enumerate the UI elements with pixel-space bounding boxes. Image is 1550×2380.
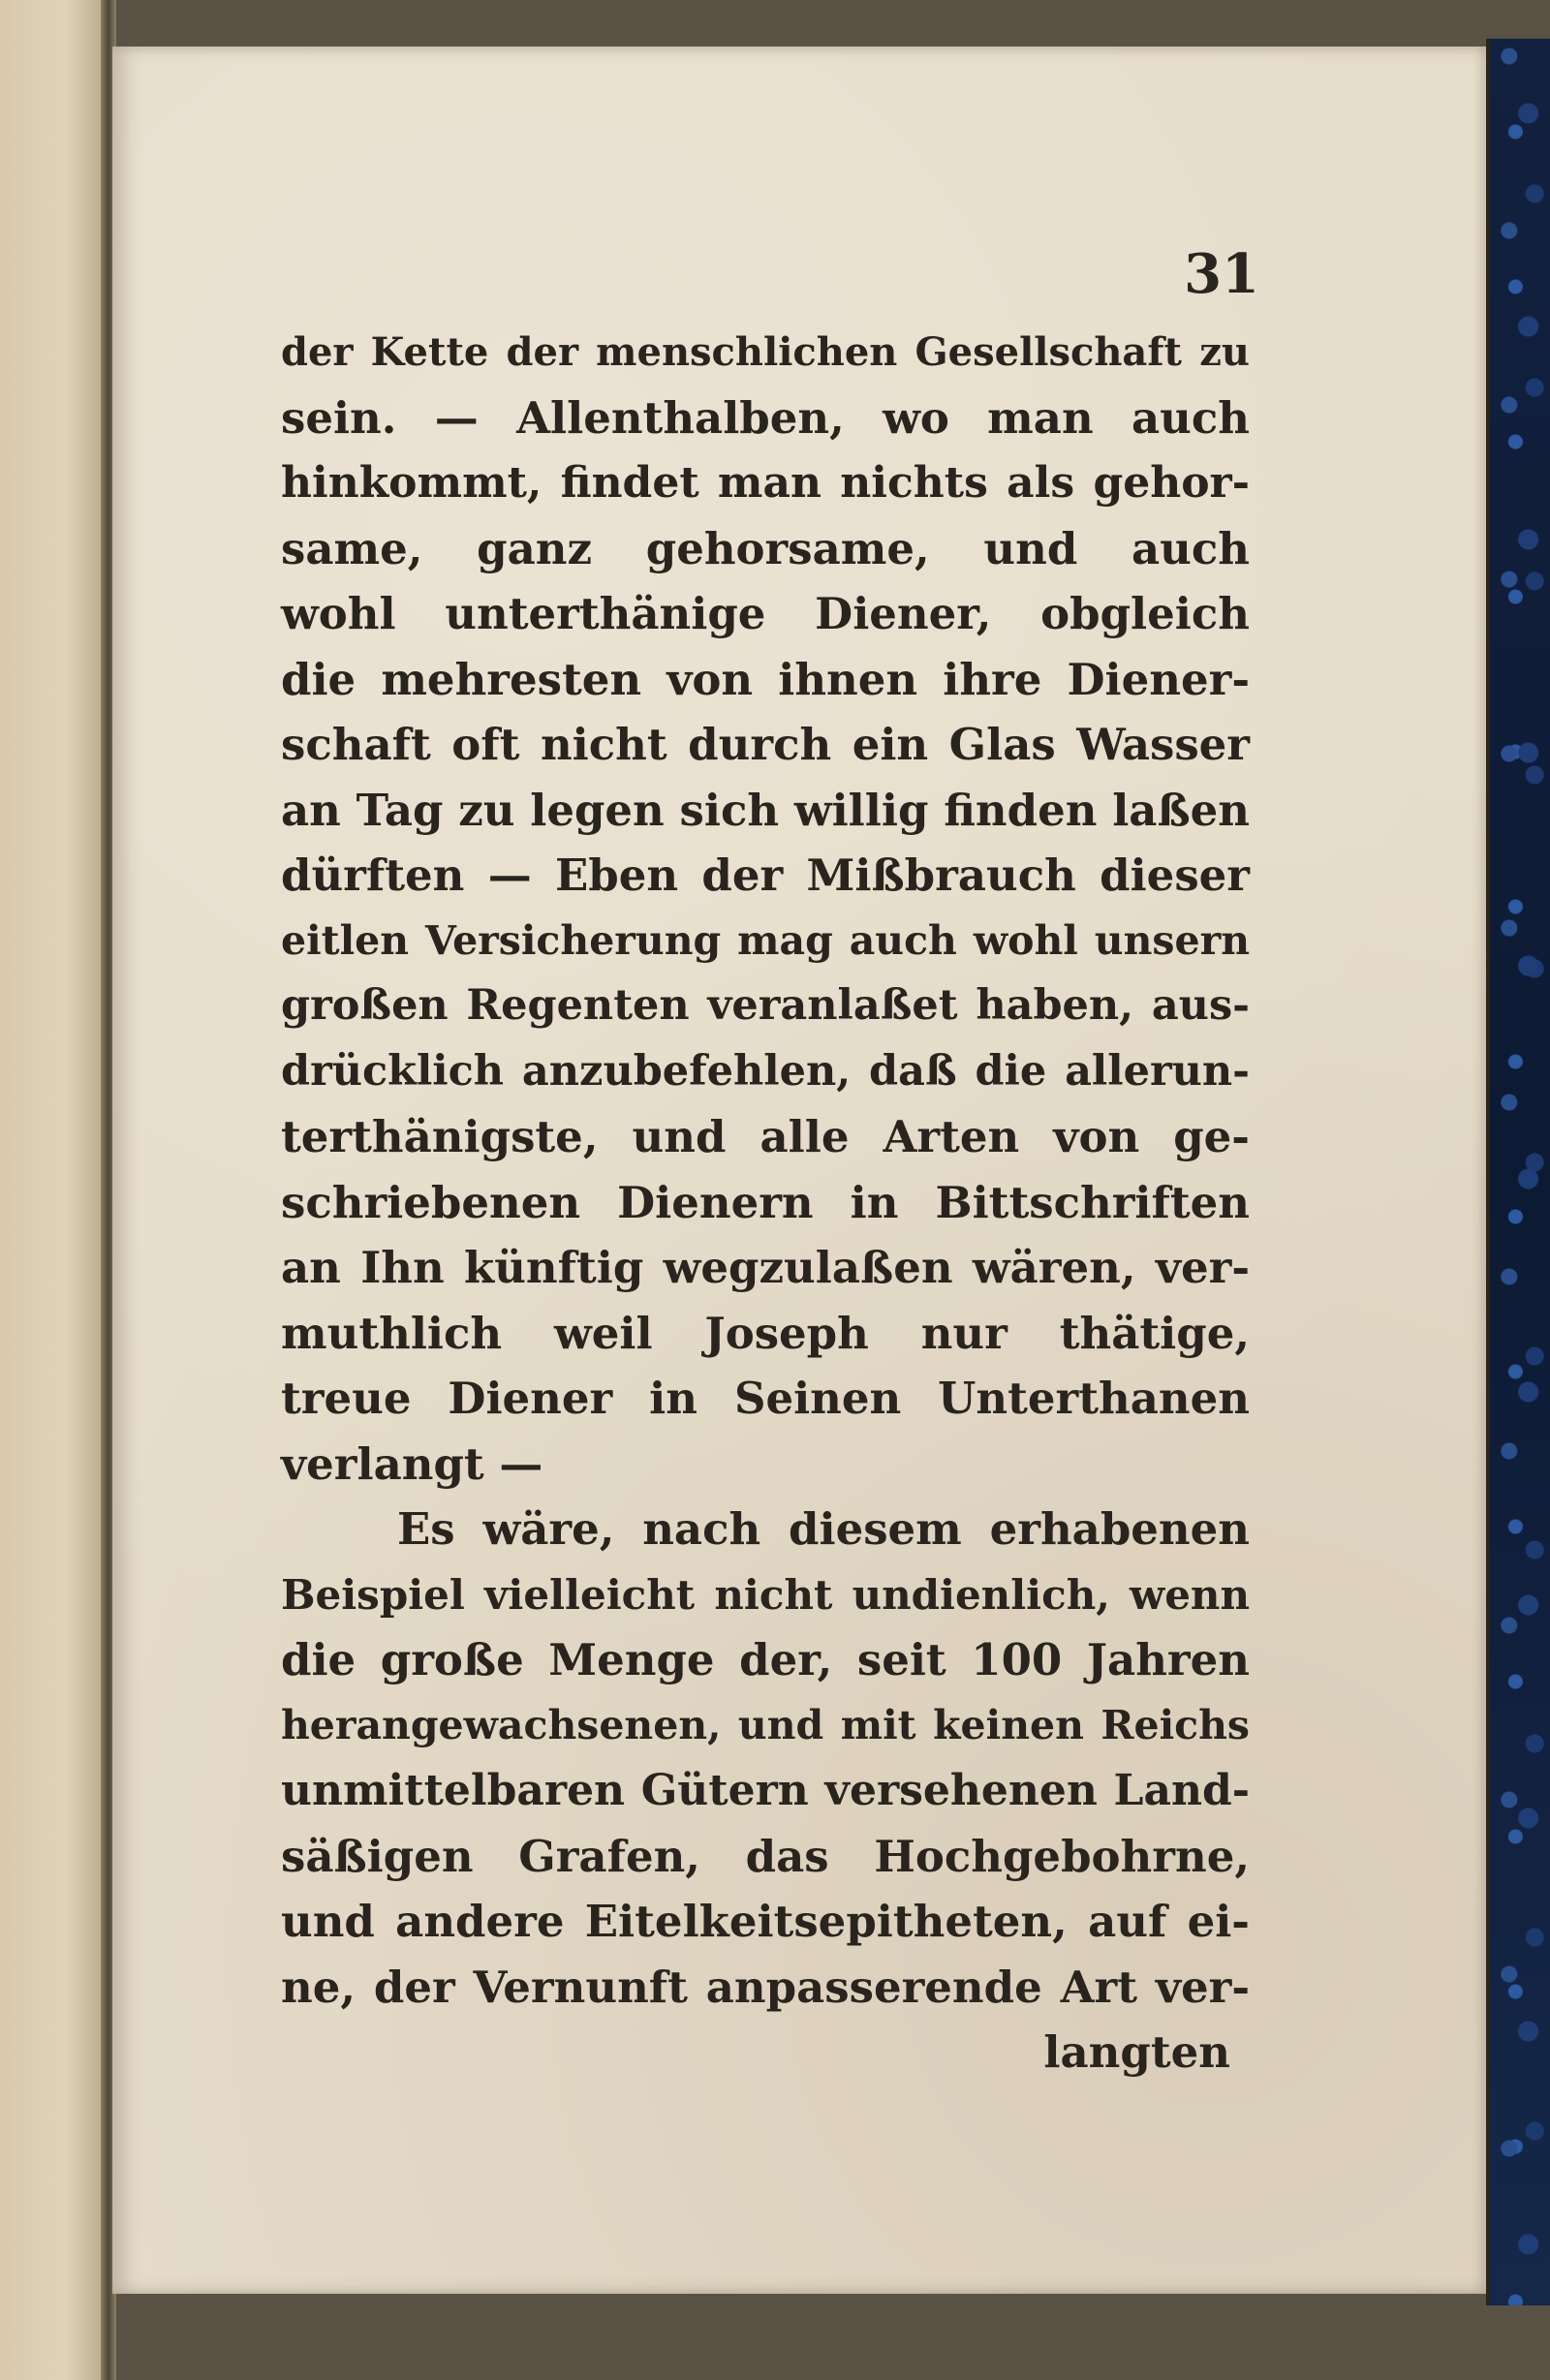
text-line: treue Diener in Seinen Unterthanen bbox=[281, 1373, 1250, 1424]
text-line: an Tag zu legen sich willig finden laßen bbox=[281, 784, 1250, 836]
text-line: muthlich weil Joseph nur thätige, bbox=[281, 1307, 1250, 1359]
text-line: drücklich anzubefehlen, daß die allerun- bbox=[281, 1046, 1250, 1096]
text-line: die große Menge der, seit 100 Jahren bbox=[281, 1634, 1250, 1685]
text-line: hinkommt, findet man nichts als gehor- bbox=[281, 458, 1250, 508]
paragraph-start-line: Es wäre, nach diesem erhabenen bbox=[397, 1503, 1250, 1555]
text-line: Beispiel vielleicht nicht undienlich, wenn bbox=[281, 1570, 1250, 1619]
text-line: dürften — Eben der Mißbrauch dieser bbox=[281, 850, 1250, 901]
catchword: langten bbox=[1043, 2026, 1230, 2078]
text-line: und andere Eitelkeitsepitheten, auf ei- bbox=[281, 1896, 1250, 1947]
text-line: verlangt — bbox=[281, 1437, 543, 1490]
text-line: unmittelbaren Gütern versehenen Land- bbox=[281, 1766, 1250, 1815]
text-line: schaft oft nicht durch ein Glas Wasser bbox=[281, 719, 1250, 770]
left-page-edge bbox=[0, 0, 108, 2380]
text-line: großen Regenten veranlaßet haben, aus- bbox=[281, 981, 1250, 1030]
text-line: herangewachsenen, und mit keinen Reichs bbox=[281, 1701, 1250, 1748]
text-line: säßigen Grafen, das Hochgebohrne, bbox=[281, 1830, 1250, 1882]
marbled-cover-edge bbox=[1486, 39, 1550, 2305]
text-line: ne, der Vernunft anpasserende Art ver- bbox=[281, 1961, 1250, 2013]
text-line: wohl unterthänige Diener, obgleich bbox=[281, 588, 1250, 639]
text-line: die mehresten von ihnen ihre Diener- bbox=[281, 653, 1250, 705]
page-number: 31 bbox=[1184, 242, 1259, 306]
text-line: der Kette der menschlichen Gesellschaft zu bbox=[281, 329, 1250, 375]
text-line: schriebenen Dienern in Bittschriften bbox=[281, 1176, 1250, 1228]
text-line: an Ihn künftig wegzulaßen wären, ver- bbox=[281, 1242, 1250, 1293]
text-line: same, ganz gehorsame, und auch bbox=[281, 522, 1250, 574]
body-text bbox=[281, 320, 1250, 2086]
text-line: terthänigste, und alle Arten von ge- bbox=[281, 1111, 1250, 1162]
text-line: sein. — Allenthalben, wo man auch bbox=[281, 391, 1250, 444]
text-line: eitlen Versicherung mag auch wohl unsern bbox=[281, 916, 1250, 964]
